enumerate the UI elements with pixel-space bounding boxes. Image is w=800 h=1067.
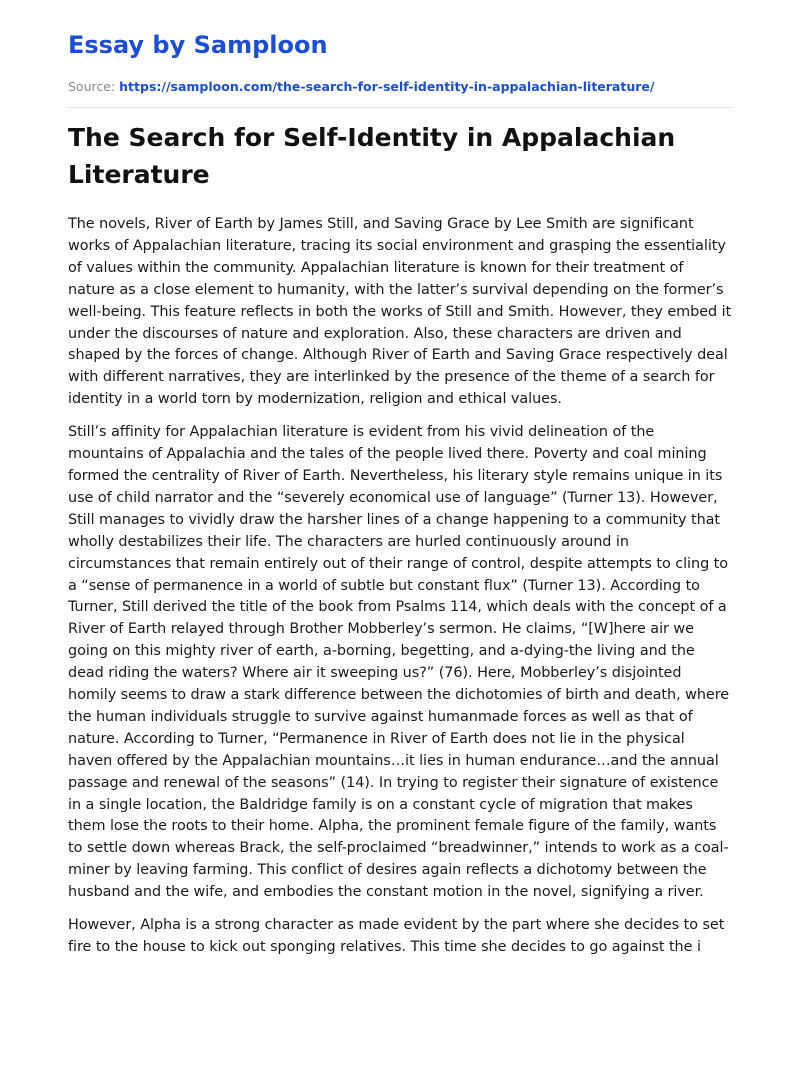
article-paragraph: The novels, River of Earth by James Still, and Saving Grace by Lee Smith are significant works of Appalachian literature, tracing its social environment and grasping the essentiality of values within the community. Appalachian literature is known for their treatment of nature as a close element to humanity, with the latter’s survival depending on the former’s well-being. This feature reflects in both the works of Still and Smith. However, they embed it under the discourses of nature and exploration. Also, these characters are driven and shaped by the forces of change. Although River of Earth and Saving Grace respectively deal with different narratives, they are interlinked by the presence of the theme of a search for identity in a world torn by modernization, religion and ethical values. — [68, 216, 732, 408]
source-label: Source: — [68, 79, 116, 94]
source-link[interactable]: https://samploon.com/the-search-for-self-identity-in-appalachian-literature/ — [119, 79, 655, 94]
essay-page — [68, 0, 732, 970]
site-brand[interactable]: Essay by Samploon — [68, 31, 328, 59]
source-line — [68, 79, 732, 95]
article-title: The Search for Self-Identity in Appalachian Literature — [68, 123, 676, 189]
article-paragraph: However, Alpha is a strong character as made evident by the part where she decides to set fire to the house to kick out sponging relatives. This time she decides to go against the i — [68, 917, 725, 955]
article-paragraph: Still’s affinity for Appalachian literature is evident from his vivid delineation of the mountains of Appalachia and the tales of the people lived there. Poverty and coal mining formed the centrality of River of Earth. Nevertheless, his literary style remains unique in its use of child narrator and the “severely economical use of language” (Turner 13). However, Still manages to vividly draw the harsher lines of a change happening to a community that wholly destabilizes their life. The characters are hurled continuously around in circumstances that remain entirely out of their range of control, despite attempts to cling to a “sense of permanence in a world of subtle but constant flux” (Turner 13). According to Turner, Still derived the title of the book from Psalms 114, which deals with the concept of a River of Earth relayed through Brother Mobberley’s sermon. He claims, “[W]here air we going on this mighty river of earth, a-borning, begetting, and a-dying-the living and the dead riding the waters? Where air it sweeping us?” (76). Here, Mobberley’s disjointed homily seems to draw a stark difference between the dichotomies of birth and death, where the human individuals struggle to survive against humanmade forces as well as that of nature. According to Turner, “Permanence in River of Earth does not lie in the physical haven offered by the Appalachian mountains…it lies in human endurance…and the annual passage and renewal of the seasons” (14). In trying to register their signature of existence in a single location, the Baldridge family is on a constant cycle of migration that makes them lose the roots to their home. Alpha, the prominent female figure of the family, wants to settle down whereas Brack, the self-proclaimed “breadwinner,” intends to work as a coal-miner by leaving farming. This conflict of desires again reflects a dichotomy between the husband and the wife, and embodies the constant motion in the novel, signifying a river. — [68, 424, 730, 901]
article-body — [68, 214, 732, 959]
header-divider — [68, 107, 732, 108]
